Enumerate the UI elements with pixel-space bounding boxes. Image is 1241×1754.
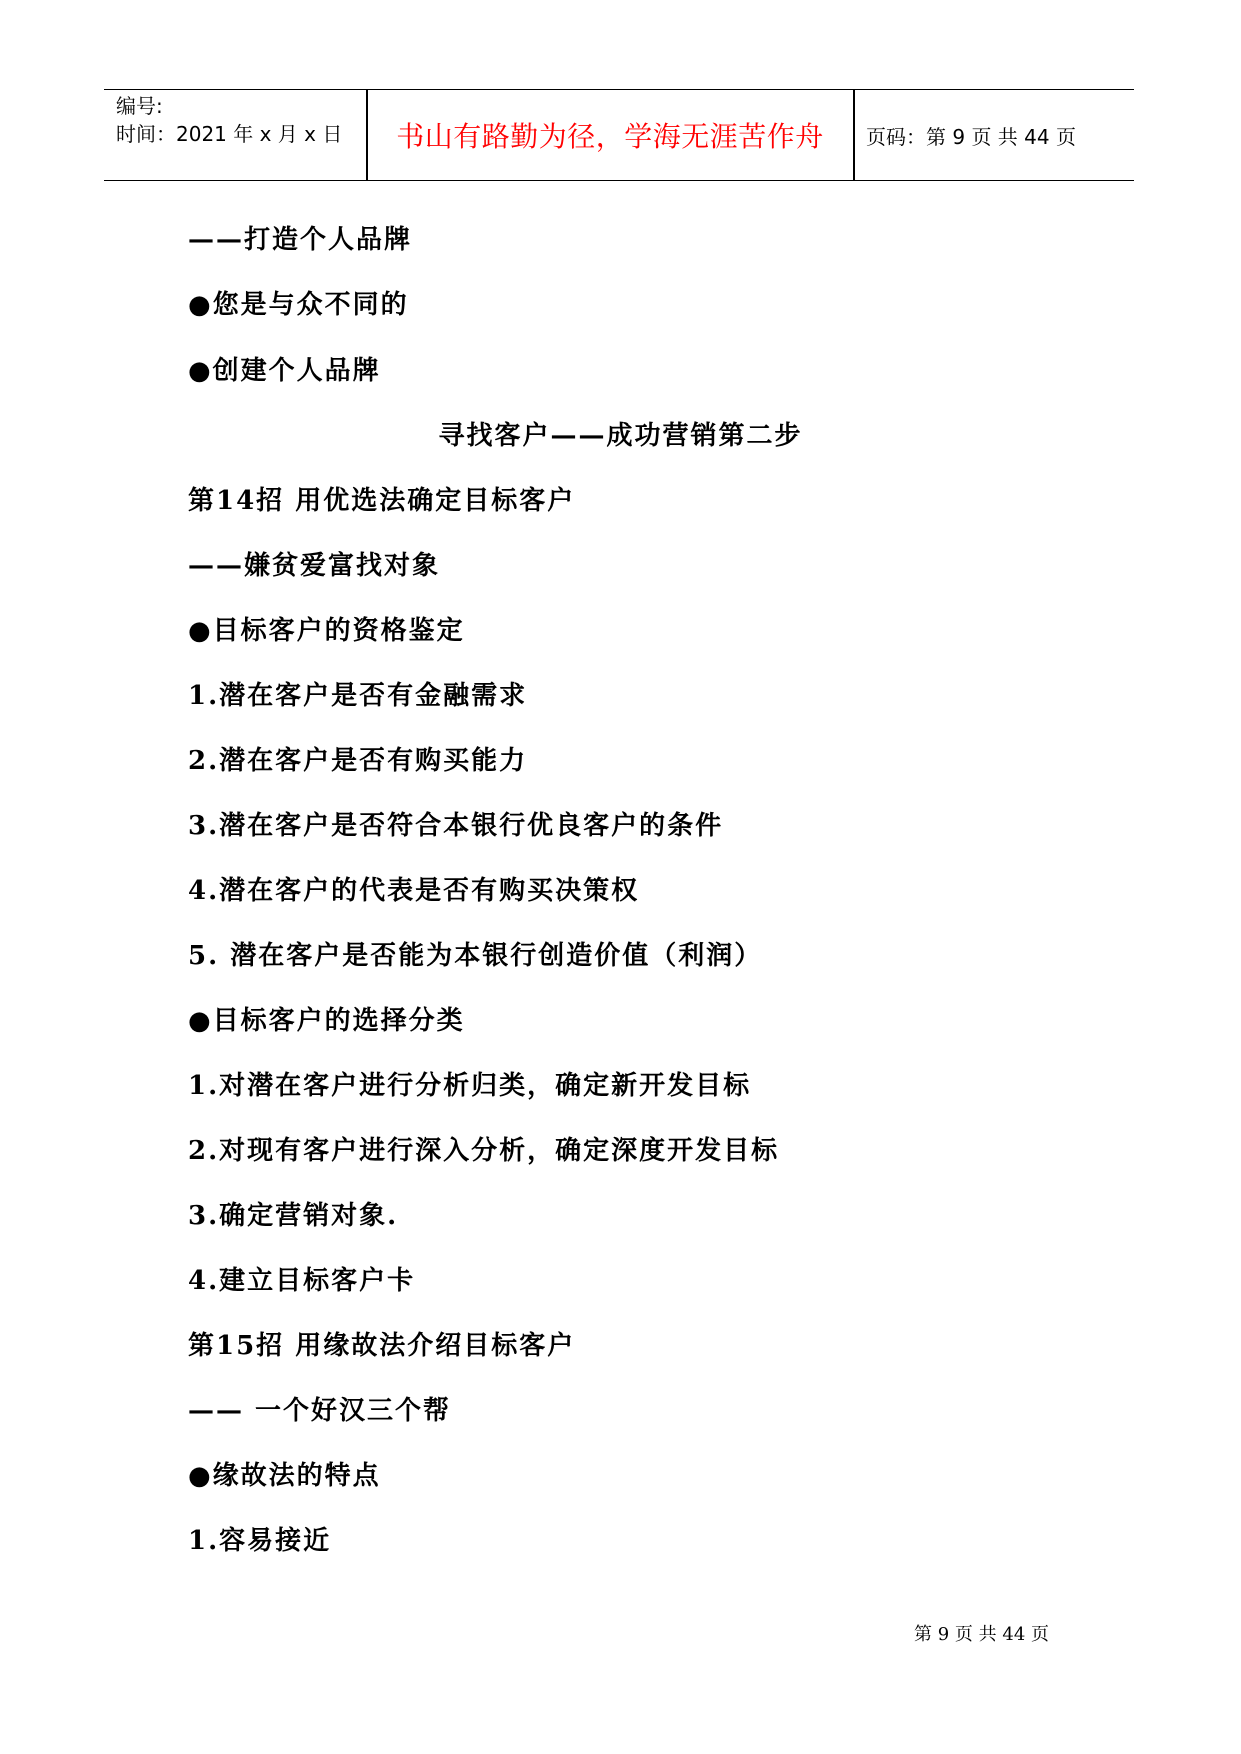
bullet-item: ●目标客户的选择分类: [188, 1006, 465, 1036]
page-header: [104, 89, 1134, 181]
tip-subtitle: ——嫌贫爱富找对象: [188, 551, 441, 581]
list-item: 1.潜在客户是否有金融需求: [188, 681, 528, 711]
document-time-label: 时间：2021 年 x 月 x 日: [116, 122, 343, 146]
subtitle-personal-brand: ——打造个人品牌: [188, 225, 413, 255]
list-item: 4.潜在客户的代表是否有购买决策权: [188, 876, 640, 906]
page-footer: 第 9 页 共 44 页: [914, 1624, 1049, 1645]
list-item: 5. 潜在客户是否能为本银行创造价值（利润）: [188, 941, 763, 971]
list-item: 2.对现有客户进行深入分析，确定深度开发目标: [188, 1136, 780, 1166]
document-number-label: 编号:: [116, 94, 163, 118]
bullet-item: ●缘故法的特点: [188, 1461, 381, 1491]
list-item: 3.潜在客户是否符合本银行优良客户的条件: [188, 811, 724, 841]
bullet-item: ●您是与众不同的: [188, 290, 409, 320]
list-item: 1.容易接近: [188, 1526, 332, 1556]
list-item: 1.对潜在客户进行分析归类，确定新开发目标: [188, 1071, 752, 1101]
header-motto: 书山有路勤为径，学海无涯苦作舟: [396, 120, 824, 153]
bullet-item: ●创建个人品牌: [188, 356, 381, 386]
header-page-number: 页码：第 9 页 共 44 页: [866, 124, 1076, 149]
tip-heading: 第15招 用缘故法介绍目标客户: [188, 1331, 576, 1361]
list-item: 2.潜在客户是否有购买能力: [188, 746, 528, 776]
bullet-item: ●目标客户的资格鉴定: [188, 616, 465, 646]
header-meta: [116, 92, 342, 148]
section-heading: 寻找客户——成功营销第二步: [438, 421, 803, 451]
list-item: 3.确定营销对象.: [188, 1201, 399, 1231]
tip-heading: 第14招 用优选法确定目标客户: [188, 486, 576, 516]
list-item: 4.建立目标客户卡: [188, 1266, 416, 1296]
header-divider-right: [853, 90, 855, 180]
tip-subtitle: —— 一个好汉三个帮: [188, 1396, 452, 1426]
